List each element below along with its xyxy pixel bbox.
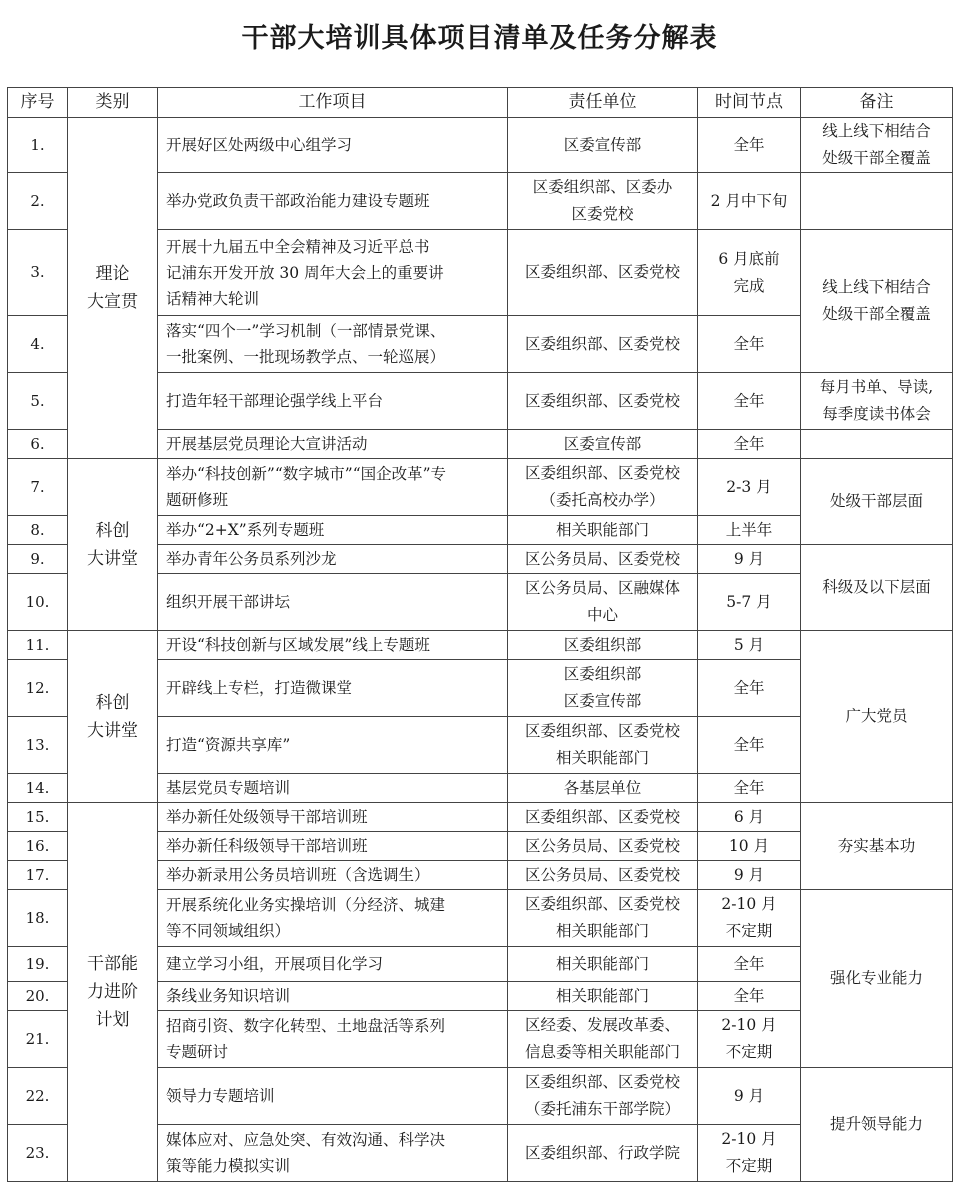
row-seq: 9.: [8, 545, 68, 574]
responsible-unit: [508, 947, 698, 982]
row-seq: 15.: [8, 803, 68, 832]
header-seq: 序号: [8, 88, 68, 118]
unit-line: 信息委等相关职能部门: [524, 1043, 680, 1061]
time-line: 上半年: [725, 520, 773, 539]
work-item-line: 开展好区处两级中心组学习: [166, 136, 353, 154]
category-cell: [68, 118, 158, 459]
note-line: 强化专业能力: [829, 969, 923, 987]
time-line: 全年: [733, 735, 765, 754]
time-line: 10 月: [728, 836, 770, 855]
work-item-line: 领导力专题培训: [166, 1087, 275, 1105]
work-item-line: 话精神大轮训: [166, 289, 260, 308]
time-node: [698, 373, 801, 430]
table-row: [8, 459, 953, 516]
time-node: [698, 430, 801, 459]
note-cell: [801, 1068, 953, 1182]
category-line: 科创: [95, 692, 130, 713]
row-seq: 5.: [8, 373, 68, 430]
note-cell: [801, 430, 953, 459]
note-cell: [801, 373, 953, 430]
unit-line: （委托浦东干部学院）: [524, 1100, 680, 1118]
table-row: [8, 631, 953, 660]
responsible-unit: [508, 230, 698, 316]
header-item: 工作项目: [158, 88, 508, 118]
time-line: 全年: [733, 778, 765, 797]
time-node: [698, 1011, 801, 1068]
work-item-line: 举办新任处级领导干部培训班: [166, 808, 368, 826]
time-line: 9 月: [733, 865, 765, 884]
work-item: [158, 574, 508, 631]
header-note: 备注: [801, 88, 953, 118]
row-seq: 7.: [8, 459, 68, 516]
work-item: [158, 173, 508, 230]
unit-line: 区委组织部: [563, 665, 642, 683]
note-line: 科级及以下层面: [822, 578, 931, 596]
time-node: [698, 1068, 801, 1125]
time-line: 全年: [733, 334, 765, 353]
time-node: [698, 118, 801, 173]
responsible-unit: [508, 545, 698, 574]
work-item-line: 媒体应对、应急处突、有效沟通、科学决: [166, 1131, 446, 1149]
work-item: [158, 1068, 508, 1125]
work-item-line: 开展基层党员理论大宣讲活动: [166, 435, 368, 453]
unit-line: 区经委、发展改革委、: [524, 1016, 680, 1034]
time-line: 2-10 月: [721, 1016, 777, 1034]
time-node: [698, 861, 801, 890]
time-line: 5 月: [733, 635, 765, 654]
work-item-line: 开设“科技创新与区域发展”线上专题班: [166, 636, 430, 654]
category-line: 干部能: [87, 954, 138, 974]
work-item: [158, 832, 508, 861]
note-cell: [801, 230, 953, 373]
time-line: 全年: [733, 434, 765, 453]
header-category: 类别: [68, 88, 158, 118]
unit-line: 区委宣传部: [563, 692, 642, 710]
responsible-unit: [508, 861, 698, 890]
table-row: [8, 118, 953, 173]
time-line: 不定期: [725, 1043, 773, 1061]
time-line: 全年: [733, 391, 765, 410]
work-item-line: 落实“四个一”学习机制（一部情景党课、: [166, 322, 446, 340]
work-item: [158, 1011, 508, 1068]
row-seq: 2.: [8, 173, 68, 230]
note-line: 处级干部全覆盖: [822, 149, 931, 167]
unit-line: 相关职能部门: [555, 749, 649, 767]
time-line: 9 月: [733, 1086, 765, 1105]
work-item-line: 举办党政负责干部政治能力建设专题班: [166, 192, 430, 210]
note-cell: [801, 545, 953, 631]
row-seq: 1.: [8, 118, 68, 173]
time-node: [698, 803, 801, 832]
row-seq: 19.: [8, 947, 68, 982]
unit-line: 区委组织部、区委党校: [524, 334, 680, 353]
time-line: 6 月底前: [718, 249, 780, 268]
note-line: 每月书单、导读,: [819, 378, 934, 396]
time-line: 2-3 月: [726, 477, 772, 496]
unit-line: 各基层单位: [563, 778, 642, 797]
time-line: 5-7 月: [726, 592, 772, 611]
unit-line: 区委组织部、区委党校: [524, 807, 680, 826]
row-seq: 12.: [8, 660, 68, 717]
responsible-unit: [508, 631, 698, 660]
note-line: 提升领导能力: [829, 1115, 923, 1133]
work-item-line: 开展十九届五中全会精神及习近平总书: [166, 237, 430, 256]
time-line: 全年: [733, 954, 765, 973]
task-table: [7, 87, 953, 1182]
category-line: 计划: [95, 1010, 130, 1030]
note-line: 每季度读书体会: [822, 405, 931, 423]
category-line: 大讲堂: [87, 548, 138, 569]
time-node: [698, 316, 801, 373]
time-node: [698, 947, 801, 982]
table-row: [8, 803, 953, 832]
row-seq: 10.: [8, 574, 68, 631]
time-line: 完成: [733, 276, 765, 295]
work-item: [158, 230, 508, 316]
time-line: 全年: [733, 135, 765, 154]
work-item: [158, 545, 508, 574]
time-node: [698, 982, 801, 1011]
work-item-line: 打造“资源共享库”: [166, 736, 291, 754]
category-line: 理论: [95, 264, 130, 284]
note-cell: [801, 173, 953, 230]
unit-line: 区委宣传部: [563, 135, 642, 154]
work-item: [158, 890, 508, 947]
row-seq: 11.: [8, 631, 68, 660]
responsible-unit: [508, 717, 698, 774]
note-line: 处级干部全覆盖: [822, 305, 931, 323]
time-node: [698, 832, 801, 861]
time-node: [698, 459, 801, 516]
time-line: 2 月中下旬: [710, 191, 788, 210]
work-item-line: 举办“科技创新”“数字城市”“国企改革”专: [166, 465, 447, 483]
time-line: 6 月: [733, 807, 765, 826]
unit-line: 中心: [586, 606, 618, 624]
note-line: 夯实基本功: [837, 836, 916, 855]
row-seq: 18.: [8, 890, 68, 947]
work-item-line: 策等能力模拟实训: [166, 1157, 291, 1175]
time-line: 不定期: [725, 922, 773, 940]
work-item-line: 专题研讨: [166, 1043, 229, 1061]
category-line: 力进阶: [87, 982, 138, 1002]
responsible-unit: [508, 316, 698, 373]
work-item: [158, 373, 508, 430]
work-item: [158, 861, 508, 890]
work-item: [158, 516, 508, 545]
time-node: [698, 545, 801, 574]
responsible-unit: [508, 660, 698, 717]
note-line: 线上线下相结合: [822, 278, 931, 296]
row-seq: 23.: [8, 1125, 68, 1182]
unit-line: 区公务员局、区委党校: [524, 549, 680, 568]
time-line: 2-10 月: [721, 895, 777, 913]
work-item: [158, 118, 508, 173]
work-item-line: 招商引资、数字化转型、土地盘活等系列: [166, 1017, 446, 1035]
row-seq: 13.: [8, 717, 68, 774]
category-line: 科创: [95, 520, 130, 541]
time-node: [698, 890, 801, 947]
time-node: [698, 660, 801, 717]
time-node: [698, 631, 801, 660]
work-item: [158, 774, 508, 803]
responsible-unit: [508, 173, 698, 230]
unit-line: 相关职能部门: [555, 520, 649, 539]
time-node: [698, 574, 801, 631]
responsible-unit: [508, 430, 698, 459]
unit-line: 区委组织部、区委办: [532, 178, 673, 196]
note-line: 广大党员: [845, 707, 908, 725]
work-item: [158, 459, 508, 516]
category-line: 大宣贯: [87, 292, 138, 312]
unit-line: 区委组织部、区委党校: [524, 391, 680, 410]
unit-line: 区委宣传部: [563, 434, 642, 453]
row-seq: 6.: [8, 430, 68, 459]
category-cell: [68, 631, 158, 803]
document-title: 干部大培训具体项目清单及任务分解表: [241, 23, 718, 54]
row-seq: 3.: [8, 230, 68, 316]
note-cell: [801, 459, 953, 545]
unit-line: 相关职能部门: [555, 986, 649, 1005]
unit-line: 区公务员局、区委党校: [524, 865, 680, 884]
work-item-line: 开展系统化业务实操培训（分经济、城建: [166, 896, 446, 914]
work-item-line: 举办“2+X”系列专题班: [166, 521, 325, 539]
header-row: [8, 88, 953, 118]
time-line: 全年: [733, 986, 765, 1005]
time-line: 全年: [733, 678, 765, 697]
unit-line: 区委组织部、区委党校: [524, 464, 680, 482]
responsible-unit: [508, 574, 698, 631]
work-item: [158, 430, 508, 459]
category-line: 大讲堂: [87, 720, 138, 741]
responsible-unit: [508, 118, 698, 173]
work-item-line: 开辟线上专栏，打造微课堂: [166, 679, 353, 697]
responsible-unit: [508, 373, 698, 430]
unit-line: 区委组织部: [563, 635, 642, 654]
time-node: [698, 774, 801, 803]
row-seq: 22.: [8, 1068, 68, 1125]
unit-line: （委托高校办学）: [540, 491, 665, 509]
row-seq: 16.: [8, 832, 68, 861]
row-seq: 4.: [8, 316, 68, 373]
time-line: 不定期: [725, 1157, 773, 1175]
responsible-unit: [508, 832, 698, 861]
unit-line: 相关职能部门: [555, 954, 649, 973]
responsible-unit: [508, 774, 698, 803]
header-time: 时间节点: [698, 88, 801, 118]
work-item-line: 组织开展干部讲坛: [166, 593, 291, 611]
work-item-line: 举办新录用公务员培训班（含选调生）: [166, 866, 430, 884]
unit-line: 区委组织部、区委党校: [524, 263, 680, 281]
work-item: [158, 717, 508, 774]
note-cell: [801, 803, 953, 890]
work-item-line: 等不同领域组织）: [166, 922, 291, 940]
work-item-line: 一批案例、一批现场教学点、一轮巡展）: [166, 348, 446, 366]
time-line: 2-10 月: [721, 1130, 777, 1148]
responsible-unit: [508, 1125, 698, 1182]
responsible-unit: [508, 803, 698, 832]
time-node: [698, 230, 801, 316]
unit-line: 区委组织部、区委党校: [524, 895, 680, 913]
work-item-line: 记浦东开发开放 30 周年大会上的重要讲: [166, 263, 444, 282]
category-cell: [68, 459, 158, 631]
work-item: [158, 947, 508, 982]
time-node: [698, 1125, 801, 1182]
row-seq: 20.: [8, 982, 68, 1011]
work-item-line: 举办青年公务员系列沙龙: [166, 550, 337, 568]
row-seq: 14.: [8, 774, 68, 803]
category-cell: [68, 803, 158, 1182]
work-item: [158, 982, 508, 1011]
responsible-unit: [508, 1011, 698, 1068]
row-seq: 8.: [8, 516, 68, 545]
work-item-line: 建立学习小组，开展项目化学习: [166, 955, 384, 973]
responsible-unit: [508, 459, 698, 516]
unit-line: 区委组织部、区委党校: [524, 722, 680, 740]
note-cell: [801, 631, 953, 803]
work-item: [158, 316, 508, 373]
work-item-line: 举办新任科级领导干部培训班: [166, 837, 368, 855]
work-item: [158, 660, 508, 717]
time-node: [698, 717, 801, 774]
note-line: 处级干部层面: [829, 492, 923, 510]
work-item: [158, 1125, 508, 1182]
responsible-unit: [508, 982, 698, 1011]
work-item: [158, 803, 508, 832]
unit-line: 区委组织部、行政学院: [524, 1143, 680, 1162]
work-item-line: 打造年轻干部理论强学线上平台: [166, 392, 384, 410]
note-cell: [801, 118, 953, 173]
row-seq: 21.: [8, 1011, 68, 1068]
unit-line: 区委组织部、区委党校: [524, 1073, 680, 1091]
unit-line: 区公务员局、区融媒体: [524, 579, 680, 597]
work-item-line: 题研修班: [166, 491, 229, 509]
work-item: [158, 631, 508, 660]
responsible-unit: [508, 516, 698, 545]
unit-line: 区公务员局、区委党校: [524, 836, 680, 855]
header-unit: 责任单位: [508, 88, 698, 118]
unit-line: 区委党校: [571, 205, 634, 223]
responsible-unit: [508, 890, 698, 947]
time-line: 9 月: [733, 549, 765, 568]
work-item-line: 条线业务知识培训: [166, 987, 291, 1005]
responsible-unit: [508, 1068, 698, 1125]
time-node: [698, 173, 801, 230]
note-cell: [801, 890, 953, 1068]
row-seq: 17.: [8, 861, 68, 890]
work-item-line: 基层党员专题培训: [166, 779, 291, 797]
unit-line: 相关职能部门: [555, 922, 649, 940]
time-node: [698, 516, 801, 545]
note-line: 线上线下相结合: [822, 122, 931, 140]
